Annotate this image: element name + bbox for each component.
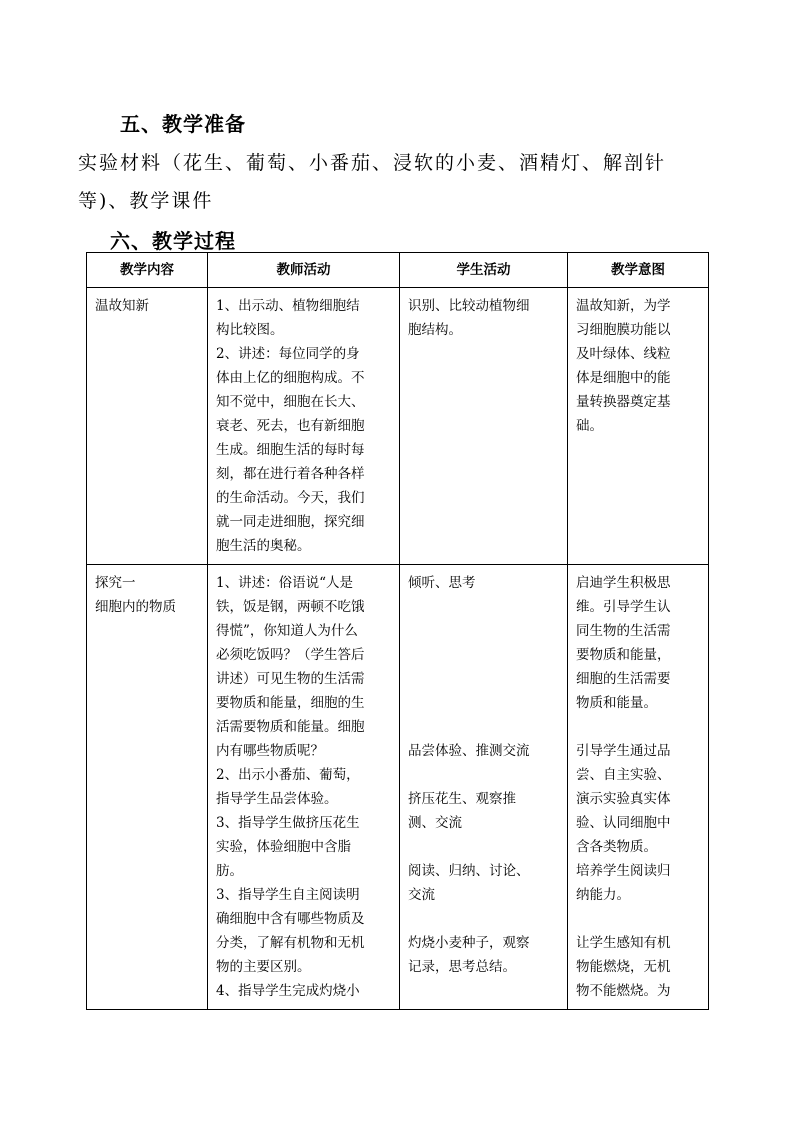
row2-intent-line: 物不能燃烧。为 bbox=[576, 983, 671, 999]
row2-teacher-line: 讲述）可见生物的生活需 bbox=[216, 671, 365, 687]
row2-intent-line: 引导学生通过品 bbox=[576, 743, 671, 759]
row1-intent-line: 温故知新，为学 bbox=[576, 298, 671, 314]
row2-teacher-line: 实验，体验细胞中含脂 bbox=[216, 839, 351, 855]
row1-teacher-line: 胞生活的奥秘。 bbox=[216, 538, 311, 554]
row2-student-line: 记录，思考总结。 bbox=[408, 959, 516, 975]
table-row bbox=[87, 288, 709, 565]
row1-student bbox=[400, 288, 568, 565]
section5-heading: 五、教学准备 bbox=[120, 112, 246, 136]
row1-intent-line: 体是细胞中的能 bbox=[576, 370, 671, 386]
row2-student bbox=[400, 565, 568, 1010]
row1-teacher-line: 体由上亿的细胞构成。不 bbox=[216, 370, 365, 386]
row2-topic-line: 探究一 bbox=[95, 575, 136, 591]
row1-topic-line: 温故知新 bbox=[95, 298, 149, 314]
header-content: 教学内容 bbox=[87, 253, 208, 288]
row2-teacher-line: 3、指导学生做挤压花生 bbox=[216, 815, 360, 831]
teaching-process-table bbox=[86, 252, 709, 1010]
row2-teacher-line: 物的主要区别。 bbox=[216, 959, 311, 975]
row2-intent-line: 启迪学生积极思 bbox=[576, 575, 671, 591]
row1-topic bbox=[87, 288, 208, 565]
row1-teacher-line: 的生命活动。今天，我们 bbox=[216, 490, 365, 506]
row1-teacher-line: 就一同走进细胞，探究细 bbox=[216, 514, 365, 530]
row2-student-line: 阅读、归纳、讨论、 bbox=[408, 863, 530, 879]
row1-teacher-line: 1、出示动、植物细胞结 bbox=[216, 298, 360, 314]
row2-student-line: 测、交流 bbox=[408, 815, 462, 831]
row2-intent-line: 物质和能量。 bbox=[576, 695, 657, 711]
row1-intent-line: 量转换器奠定基 bbox=[576, 394, 671, 410]
header-intent: 教学意图 bbox=[568, 253, 709, 288]
row2-intent-line: 同生物的生活需 bbox=[576, 623, 671, 639]
row2-intent-line: 培养学生阅读归 bbox=[576, 863, 671, 879]
row1-intent-line: 及叶绿体、线粒 bbox=[576, 346, 671, 362]
row2-teacher-line: 1、讲述：俗语说“人是 bbox=[216, 575, 353, 591]
materials-line-1: 实验材料（花生、葡萄、小番茄、浸软的小麦、酒精灯、解剖针 bbox=[78, 152, 667, 174]
row2-teacher-line: 4、指导学生完成灼烧小 bbox=[216, 983, 360, 999]
section6-heading: 六、教学过程 bbox=[110, 229, 236, 253]
row2-intent-line: 纳能力。 bbox=[576, 887, 630, 903]
row2-teacher-line: 必须吃饭吗？（学生答后 bbox=[216, 647, 365, 663]
row1-teacher-line: 知不觉中，细胞在长大、 bbox=[216, 394, 365, 410]
row2-student-line: 挤压花生、观察推 bbox=[408, 791, 516, 807]
row1-intent-line: 础。 bbox=[576, 418, 603, 434]
row2-intent-line: 让学生感知有机 bbox=[576, 935, 671, 951]
row2-teacher-line: 分类，了解有机物和无机 bbox=[216, 935, 365, 951]
row2-teacher-line: 活需要物质和能量。细胞 bbox=[216, 719, 365, 735]
row2-student-line: 倾听、思考 bbox=[408, 575, 476, 591]
row1-student-line: 识别、比较动植物细 bbox=[408, 298, 530, 314]
header-teacher-activity: 教师活动 bbox=[208, 253, 400, 288]
row2-student-line: 交流 bbox=[408, 887, 435, 903]
row2-intent-line: 细胞的生活需要 bbox=[576, 671, 671, 687]
row2-intent-line: 要物质和能量， bbox=[576, 647, 671, 663]
row1-teacher-line: 2、讲述：每位同学的身 bbox=[216, 346, 360, 362]
table-row bbox=[87, 565, 709, 1010]
row2-student-line: 品尝体验、推测交流 bbox=[408, 743, 530, 759]
row2-topic-line: 细胞内的物质 bbox=[95, 599, 176, 615]
row2-teacher-line: 3、指导学生自主阅读明 bbox=[216, 887, 360, 903]
row2-teacher-line: 确细胞中含有哪些物质及 bbox=[216, 911, 365, 927]
row2-topic bbox=[87, 565, 208, 1010]
row2-intent-line: 维。引导学生认 bbox=[576, 599, 671, 615]
row2-teacher-line: 2、出示小番茄、葡萄， bbox=[216, 767, 360, 783]
row1-teacher-line: 刻，都在进行着各种各样 bbox=[216, 466, 365, 482]
row1-teacher-line: 生成。细胞生活的每时每 bbox=[216, 442, 365, 458]
row2-intent-line: 含各类物质。 bbox=[576, 839, 657, 855]
row1-teacher-line: 构比较图。 bbox=[216, 322, 284, 338]
row1-intent bbox=[568, 288, 709, 565]
row2-teacher-line: 指导学生品尝体验。 bbox=[216, 791, 338, 807]
row2-intent-line: 演示实验真实体 bbox=[576, 791, 671, 807]
row2-teacher bbox=[208, 565, 400, 1010]
row2-intent bbox=[568, 565, 709, 1010]
row2-student-line: 灼烧小麦种子，观察 bbox=[408, 935, 530, 951]
row1-student-line: 胞结构。 bbox=[408, 322, 462, 338]
row2-teacher-line: 铁，饭是钢，两顿不吃饿 bbox=[216, 599, 365, 615]
header-student-activity: 学生活动 bbox=[400, 253, 568, 288]
row2-teacher-line: 内有哪些物质呢？ bbox=[216, 743, 324, 759]
row2-teacher-line: 得慌”，你知道人为什么 bbox=[216, 623, 358, 639]
table-header-row bbox=[87, 253, 709, 288]
row2-teacher-line: 肪。 bbox=[216, 863, 243, 879]
row2-teacher-line: 要物质和能量，细胞的生 bbox=[216, 695, 365, 711]
row1-teacher-line: 衰老、死去，也有新细胞 bbox=[216, 418, 365, 434]
materials-line-2: 等)、教学课件 bbox=[78, 190, 214, 212]
row2-intent-line: 物能燃烧，无机 bbox=[576, 959, 671, 975]
row1-intent-line: 习细胞膜功能以 bbox=[576, 322, 671, 338]
row2-intent-line: 尝、自主实验、 bbox=[576, 767, 671, 783]
row2-intent-line: 验、认同细胞中 bbox=[576, 815, 671, 831]
row1-teacher bbox=[208, 288, 400, 565]
